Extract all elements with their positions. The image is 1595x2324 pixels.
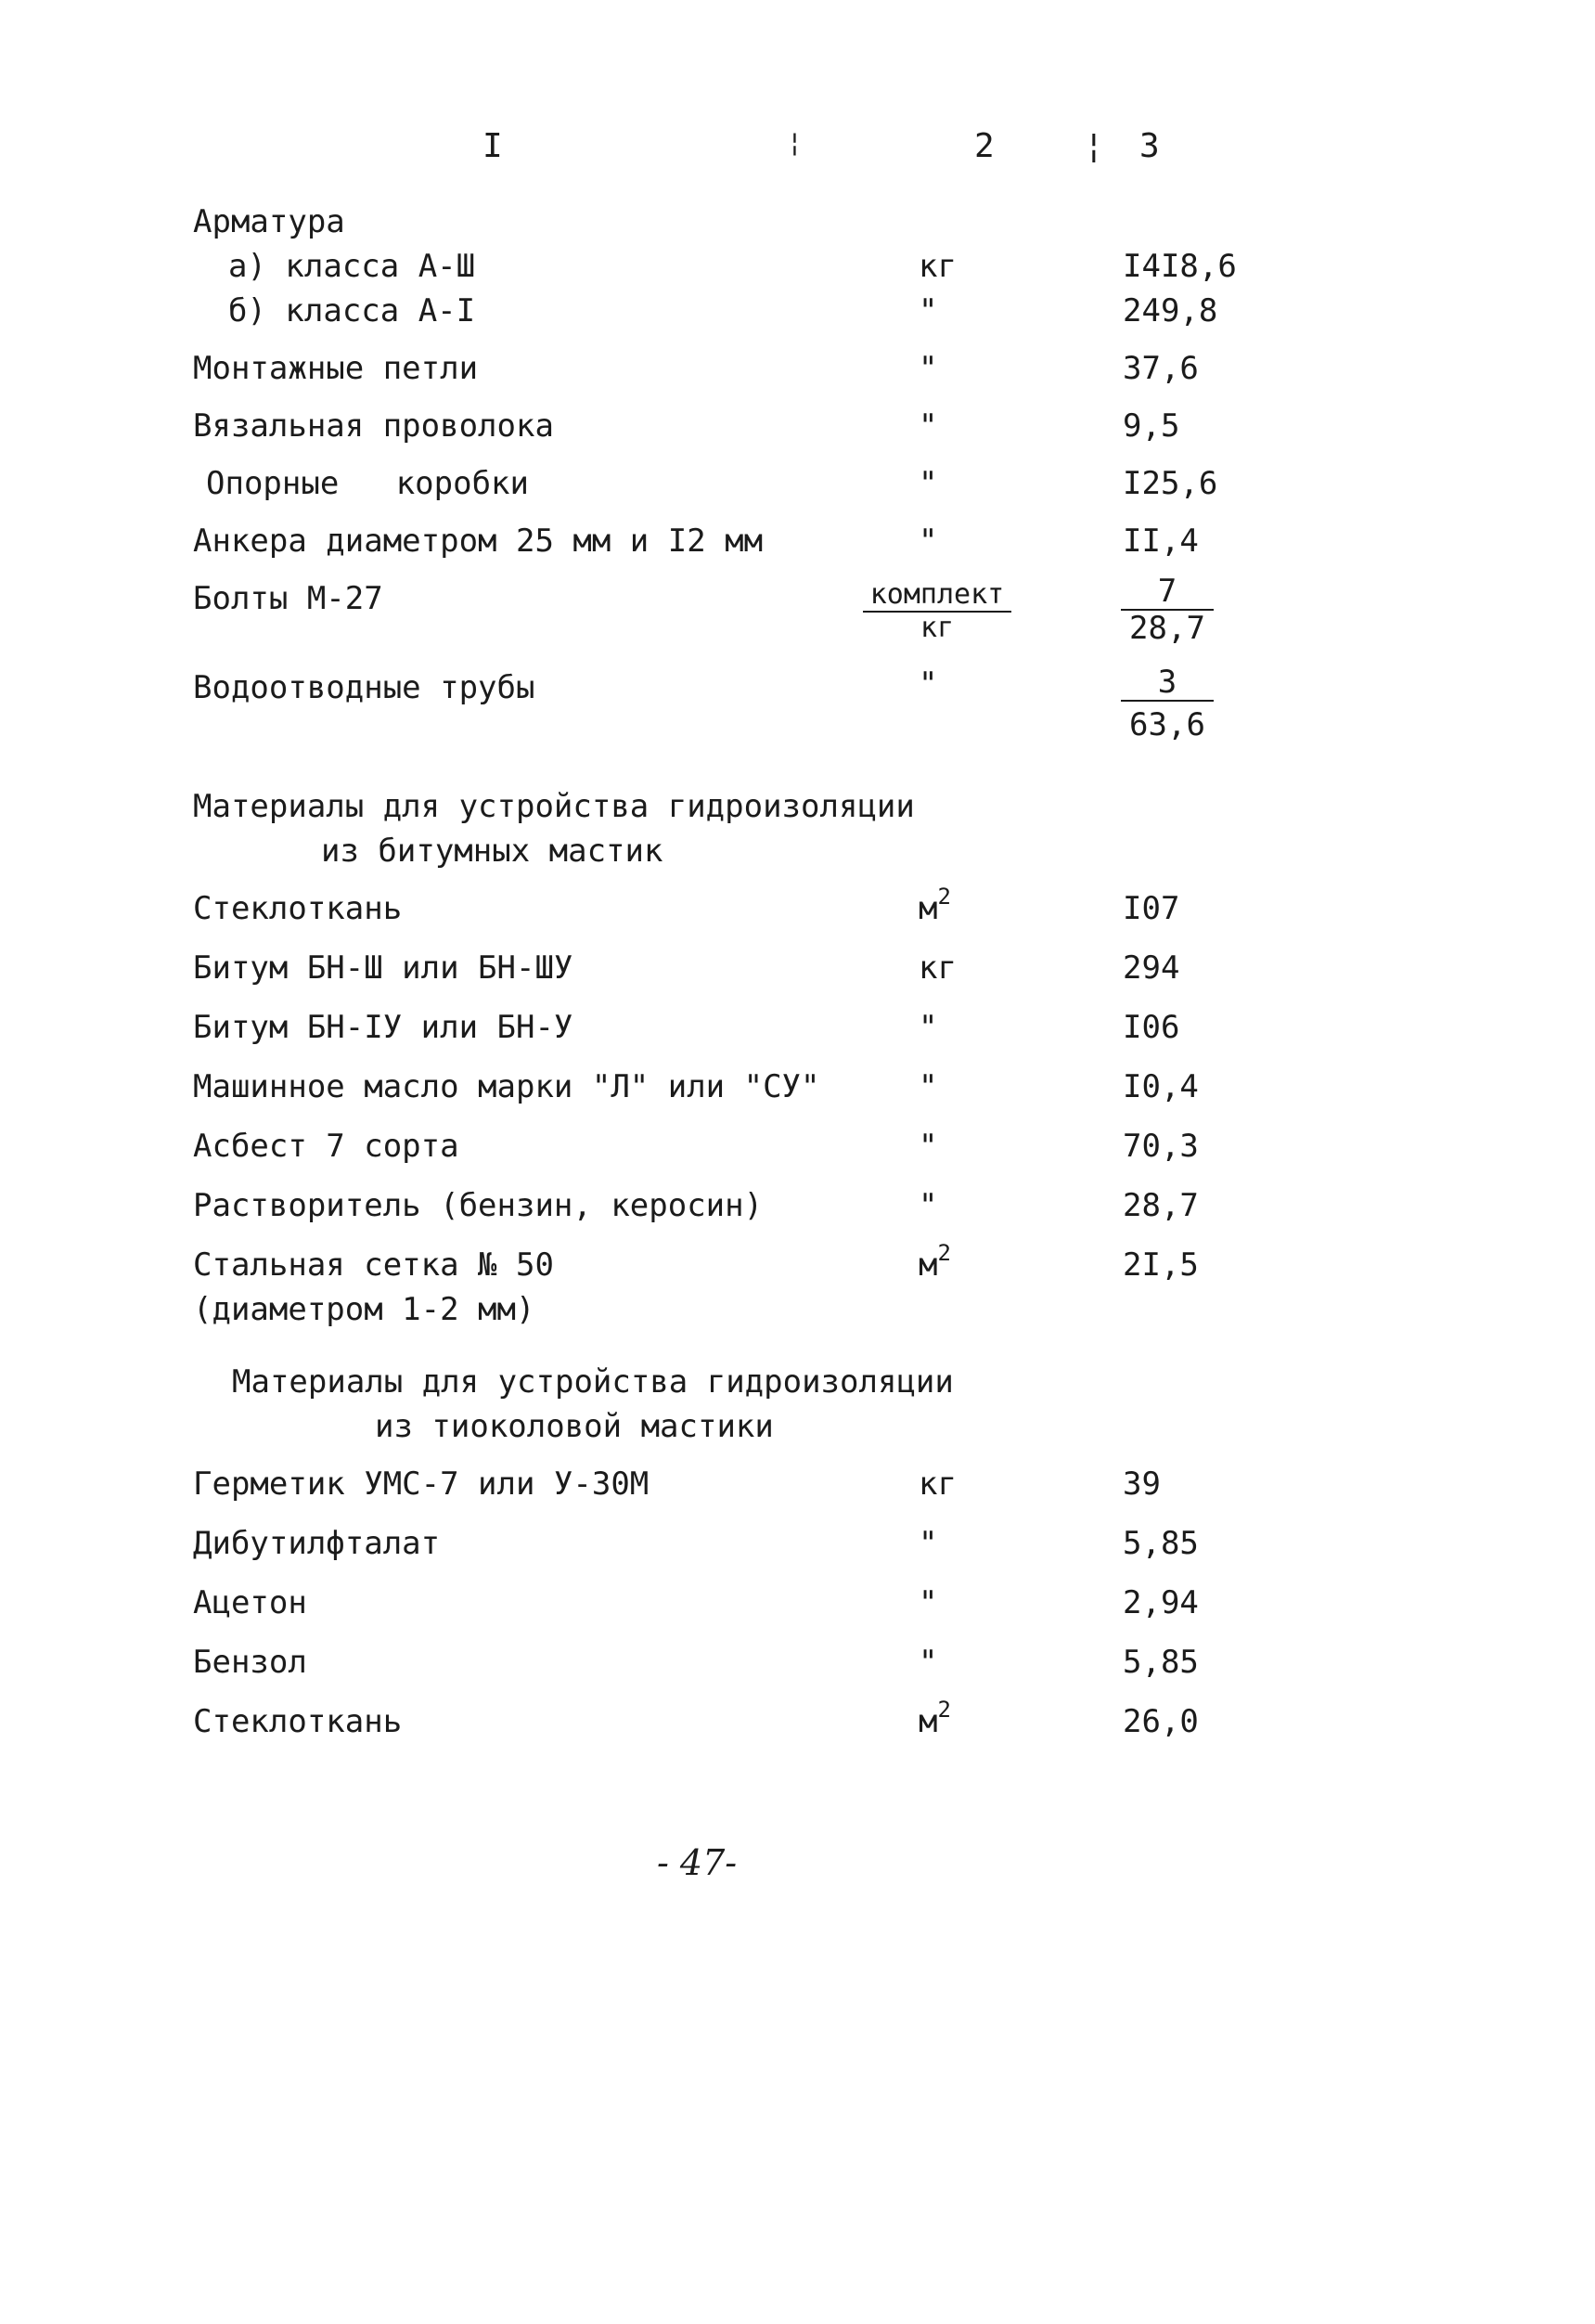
bitum-item-label: Стеклоткань — [193, 890, 403, 927]
armatura-a-label: а) класса А-Ш — [228, 248, 476, 285]
item-label: Анкера диаметром 25 мм и I2 мм — [193, 523, 764, 560]
tiokol-item-value: 5,85 — [1123, 1644, 1199, 1681]
item-value: 37,6 — [1123, 350, 1199, 387]
armatura-a-value: I4I8,6 — [1123, 248, 1237, 285]
column-separator-2: ¦ — [1084, 127, 1104, 165]
tiokol-item-label: Ацетон — [193, 1584, 307, 1621]
bitum-item-value: 294 — [1123, 949, 1180, 987]
bitum-item-unit: кг — [919, 949, 957, 987]
bolty-unit-fraction — [863, 578, 1011, 644]
column-separator-1: ¦ — [787, 127, 803, 158]
tiokol-item-unit: $м^2$ — [919, 1697, 951, 1740]
bolty-value-fraction — [1121, 573, 1214, 647]
bolty-unit-numerator: комплект — [863, 581, 1011, 613]
column-header-2: 2 — [974, 127, 995, 165]
tiokol-item-value: 5,85 — [1123, 1525, 1199, 1562]
truby-value-fraction — [1121, 666, 1214, 741]
tiokol-item-unit: " — [919, 1525, 938, 1562]
tiokol-item-value: 39 — [1123, 1465, 1161, 1503]
bolty-value-denominator: 28,7 — [1129, 610, 1205, 647]
bitum-item-unit: " — [919, 1187, 938, 1224]
armatura-b-value: 249,8 — [1123, 292, 1218, 329]
bitum-item-label: Битум БН-Ш или БН-ШУ — [193, 949, 573, 987]
tiokol-section-title-line2: из тиоколовой мастики — [375, 1408, 774, 1445]
truby-value-denominator: 63,6 — [1129, 706, 1205, 743]
bitum-item-value: 28,7 — [1123, 1187, 1199, 1224]
truby-value-numerator: 3 — [1121, 666, 1214, 702]
item-value: 9,5 — [1123, 407, 1180, 445]
item-label: Опорные коробки — [206, 465, 529, 502]
bitum-item-label: Машинное масло марки "Л" или "СУ" — [193, 1068, 820, 1105]
bitum-item-value: 70,3 — [1123, 1128, 1199, 1165]
armatura-b-label: б) класса А-I — [228, 292, 476, 329]
bitum-item-unit: " — [919, 1068, 938, 1105]
bitum-item-label: Стальная сетка № 50 — [193, 1246, 554, 1284]
bitum-item-unit: " — [919, 1128, 938, 1165]
column-header-3: 3 — [1139, 127, 1160, 165]
bitum-item-label: Растворитель (бензин, керосин) — [193, 1187, 764, 1224]
bitum-item-label: Асбест 7 сорта — [193, 1128, 459, 1165]
bitum-item-value: I06 — [1123, 1009, 1180, 1046]
bitum-item-unit: $м^2$ — [919, 884, 951, 927]
column-header-1: I — [482, 127, 503, 165]
item-label: Монтажные петли — [193, 350, 479, 387]
tiokol-item-label: Дибутилфталат — [193, 1525, 441, 1562]
bitum-item-unit: " — [919, 1009, 938, 1046]
item-value: I25,6 — [1123, 465, 1218, 502]
bolty-value-numerator: 7 — [1121, 575, 1214, 611]
bitum-section-title-line2: из битумных мастик — [321, 833, 663, 870]
item-unit: " — [919, 407, 938, 445]
bitum-section-title-line1: Материалы для устройства гидроизоляции — [193, 788, 915, 825]
setka-note: (диаметром 1-2 мм) — [193, 1291, 535, 1328]
tiokol-item-unit: " — [919, 1584, 938, 1621]
tiokol-item-value: 2,94 — [1123, 1584, 1199, 1621]
tiokol-item-label: Герметик УМС-7 или У-30М — [193, 1465, 650, 1503]
truby-unit: " — [919, 665, 938, 703]
truby-label: Водоотводные трубы — [193, 669, 535, 706]
tiokol-item-unit: кг — [919, 1465, 957, 1503]
tiokol-item-value: 26,0 — [1123, 1703, 1199, 1740]
tiokol-item-unit: " — [919, 1644, 938, 1681]
bitum-item-value: 2I,5 — [1123, 1246, 1199, 1284]
tiokol-item-label: Стеклоткань — [193, 1703, 403, 1740]
bitum-item-unit: $м^2$ — [919, 1240, 951, 1284]
item-value: II,4 — [1123, 523, 1199, 560]
bitum-item-value: I07 — [1123, 890, 1180, 927]
item-label: Вязальная проволока — [193, 407, 554, 445]
armatura-b-unit: " — [919, 292, 938, 329]
item-unit: " — [919, 350, 938, 387]
bitum-item-label: Битум БН-IУ или БН-У — [193, 1009, 573, 1046]
bolty-unit-denominator: кг — [920, 612, 955, 644]
page-number: - 47- — [657, 1842, 738, 1883]
armatura-title: Арматура — [193, 203, 345, 240]
bitum-item-value: I0,4 — [1123, 1068, 1199, 1105]
tiokol-section-title-line1: Материалы для устройства гидроизоляции — [232, 1363, 954, 1401]
item-unit: " — [919, 465, 938, 502]
tiokol-item-label: Бензол — [193, 1644, 307, 1681]
item-unit: " — [919, 523, 938, 560]
armatura-a-unit: кг — [919, 248, 957, 285]
bolty-label: Болты М-27 — [193, 580, 383, 617]
